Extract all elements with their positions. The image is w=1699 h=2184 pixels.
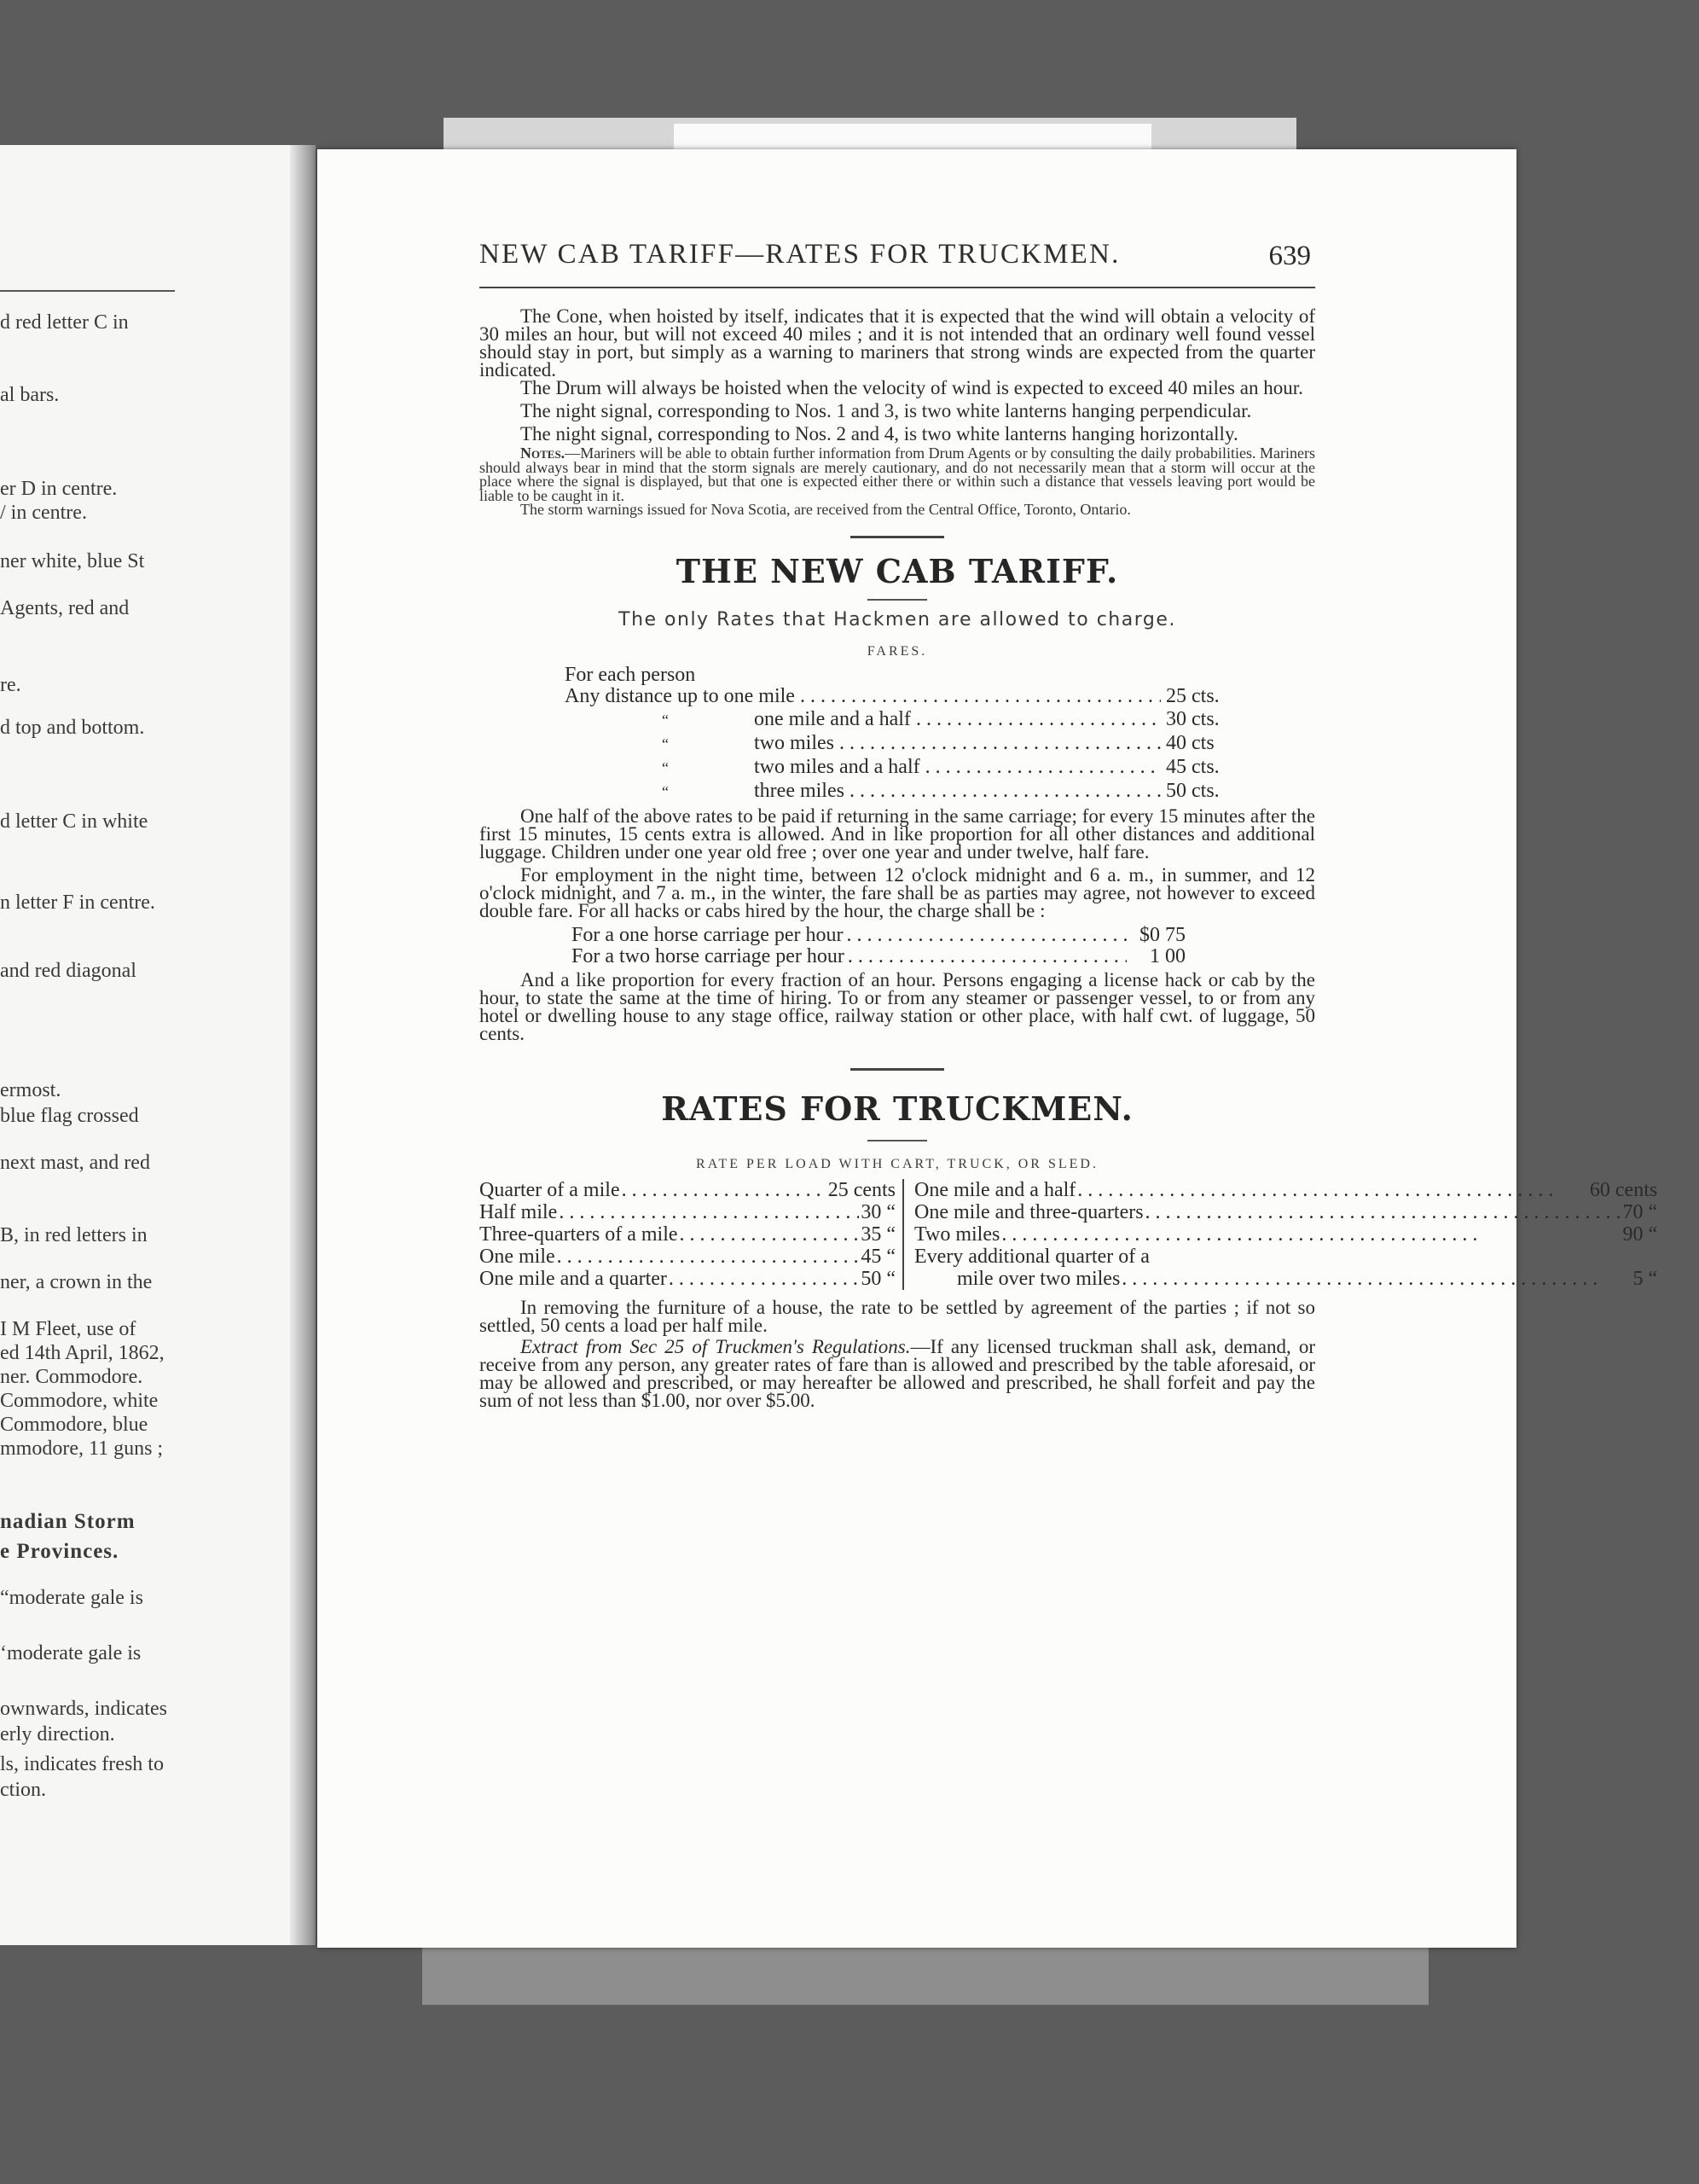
leader-dots (557, 1246, 860, 1268)
truck-rate-row (479, 1223, 896, 1246)
leader-dots (669, 1268, 859, 1290)
hour-rate-row (571, 946, 1186, 967)
truck-rate-row (914, 1223, 1657, 1246)
truck-rate-price: 50 “ (861, 1267, 896, 1290)
header-rule (479, 287, 1315, 288)
left-line: ner white, blue St (0, 550, 145, 572)
truck-rates-table (479, 1178, 1658, 1290)
left-line: ‘moderate gale is (0, 1642, 142, 1664)
fare-label: one mile and a half (754, 707, 911, 730)
fare-row (565, 708, 1234, 732)
truck-rate-label: One mile and a half (914, 1178, 1076, 1201)
left-heading-line: e Provinces. (0, 1540, 119, 1563)
fare-row (565, 756, 1234, 780)
left-line: Agents, red and (0, 597, 130, 619)
leader-dots (1077, 1179, 1588, 1201)
truck-rate-price: 90 “ (1622, 1223, 1658, 1246)
left-line: er D in centre. (0, 478, 118, 500)
leader-dots (1122, 1268, 1631, 1290)
hour-rates (479, 925, 1315, 967)
main-page (317, 149, 1658, 1948)
fares-table (565, 685, 1234, 804)
left-line: re. (0, 674, 21, 696)
leader-dots (916, 708, 1161, 731)
truck-rate-row (479, 1179, 896, 1201)
running-head (479, 239, 1315, 280)
left-line: B, in red letters in (0, 1224, 148, 1246)
adjacent-left-page (0, 145, 303, 1945)
paragraph: For employment in the night time, between 12 o'clock midnight and 6 a. m., in summer, and 12 o'clock midnight, and 7 a. m., in the winter, the fare shall be as parties may agree, not however to exceed double fare. For all hacks or cabs hired by the hour, the charge shall be : (479, 863, 1315, 921)
fare-price: 25 cts. (1166, 684, 1220, 707)
title-underline (867, 599, 927, 601)
page-content (479, 239, 1658, 1411)
note-label: Notes. (520, 444, 565, 462)
fare-price: 50 cts. (1166, 779, 1220, 802)
truck-rate-row (914, 1268, 1657, 1290)
truck-rate-label: Every additional quarter of a (914, 1245, 1150, 1268)
storm-note-2: The storm warnings issued for Nova Scotia, are received from the Central Office, Toronto, Ontario. (520, 501, 1131, 518)
truck-rate-price: 45 “ (861, 1245, 896, 1268)
leader-dots (850, 780, 1161, 803)
left-line: / in centre. (0, 502, 87, 524)
truck-rate-row (914, 1179, 1657, 1201)
truck-rate-row (914, 1246, 1657, 1268)
page-number: 639 (1268, 241, 1311, 271)
storm-section (479, 307, 1315, 517)
leader-dots (848, 946, 1127, 967)
book-gutter (290, 145, 316, 1945)
paragraph: In removing the furniture of a house, the rate to be settled by agreement of the parties ; if not so settled, 50 cents a load per half mile. (479, 1296, 1315, 1336)
truck-rate-row (479, 1268, 896, 1290)
leader-dots (839, 732, 1161, 755)
left-line: ls, indicates fresh to (0, 1753, 164, 1775)
paragraph: The night signal, corresponding to Nos. 1 and 3, is two white lanterns hanging perpendicular. (520, 400, 1252, 421)
left-line: al bars. (0, 384, 60, 406)
ditto-mark: “ (662, 782, 669, 800)
left-line: I M Fleet, use of (0, 1318, 136, 1340)
cab-tariff-subtitle: The only Rates that Hackmen are allowed to charge. (618, 608, 1176, 630)
left-line: d red letter C in (0, 311, 129, 334)
truck-rates-left (479, 1179, 904, 1290)
section-divider (850, 536, 944, 538)
left-line: ermost. (0, 1079, 61, 1101)
left-line: d top and bottom. (0, 717, 145, 739)
extract-title: Extract from Sec 25 of Truckmen's Regulations. (520, 1335, 911, 1357)
hour-rate-label: For a one horse carriage per hour (571, 923, 844, 946)
cab-tariff-title: THE NEW CAB TARIFF. (676, 551, 1119, 590)
hour-rate-label: For a two horse carriage per hour (571, 944, 844, 967)
fare-label: Any distance up to one mile (565, 684, 795, 707)
ditto-mark: “ (662, 711, 669, 729)
hour-rate-price: 1 00 (1150, 944, 1186, 967)
left-page-rule (0, 290, 175, 292)
note-text: —Mariners will be able to obtain further information from Drum Agents or by consulting the daily probabilities. Mariners should always bear in mind that the storm signals are merely cautionary, and do not necessarily mean that a storm will occur at the place where the signal is displayed, but that one is expected either there or within such a distance that vessels leaving port would be liable to be caught in it. (479, 444, 1315, 504)
truck-table-heading: RATE PER LOAD WITH CART, TRUCK, OR SLED. (696, 1156, 1099, 1171)
running-title: NEW CAB TARIFF—RATES FOR TRUCKMEN. (479, 239, 1121, 270)
left-line: erly direction. (0, 1723, 115, 1745)
truck-rate-price: 60 cents (1589, 1178, 1658, 1201)
truck-rate-label: One mile and three-quarters (914, 1200, 1144, 1223)
fare-label: three miles (754, 779, 844, 802)
left-line: d letter C in white (0, 810, 148, 833)
leader-dots (800, 685, 1161, 708)
truck-rate-row (479, 1201, 896, 1223)
left-line: Commodore, white (0, 1390, 159, 1412)
truck-rate-label: mile over two miles (957, 1267, 1121, 1290)
truckmen-title: RATES FOR TRUCKMEN. (661, 1089, 1134, 1128)
ditto-mark: “ (662, 758, 669, 776)
leader-dots (925, 756, 1161, 779)
hour-rate-row (571, 925, 1186, 946)
left-line: and red diagonal (0, 960, 136, 982)
paragraph: The Cone, when hoisted by itself, indicates that it is expected that the wind will obtain a velocity of 30 miles an hour, but will not exceed 40 miles ; and it is not intended that an ordinary well found vessel should stay in port, but simply as a warning to mariners that strong winds are expected from the quarter indicated. (479, 305, 1315, 380)
fares-heading: FARES. (867, 643, 928, 659)
leader-dots (559, 1201, 859, 1223)
fare-price: 30 cts. (1166, 707, 1220, 730)
left-line: ction. (0, 1779, 46, 1801)
left-line: n letter F in centre. (0, 892, 155, 914)
fare-row (565, 780, 1234, 804)
truck-rate-label: One mile and a quarter (479, 1267, 667, 1290)
left-line: ner, a crown in the (0, 1271, 153, 1293)
truck-rates-right (904, 1179, 1657, 1290)
paragraph: And a like proportion for every fraction of an hour. Persons engaging a license hack or cab by the hour, to state the same at the time of hiring. To or from any steamer or passenger vessel, to or from any hotel or dwelling house to any stage office, railway station or other place, with half cwt. of luggage, 50 cents. (479, 968, 1315, 1044)
paragraph: The night signal, corresponding to Nos. 2 and 4, is two white lanterns hanging horizontally. (520, 423, 1238, 444)
section-divider (850, 1068, 944, 1071)
fare-row (565, 732, 1234, 756)
paragraph: The Drum will always be hoisted when the velocity of wind is expected to exceed 40 miles an hour. (520, 377, 1303, 398)
truck-rate-price: 25 cents (827, 1178, 896, 1201)
left-heading-line: nadian Storm (0, 1510, 136, 1533)
truck-rate-row (914, 1201, 1657, 1223)
truck-rate-label: Three-quarters of a mile (479, 1223, 678, 1246)
fare-label: two miles (754, 731, 834, 754)
left-line: next mast, and red (0, 1152, 150, 1174)
extract-paragraph (479, 1335, 1315, 1411)
left-line: “moderate gale is (0, 1587, 143, 1609)
truck-rate-row (479, 1246, 896, 1268)
truck-rate-label: One mile (479, 1245, 555, 1268)
fare-price: 45 cts. (1166, 755, 1220, 778)
left-line: mmodore, 11 guns ; (0, 1438, 164, 1460)
hour-rate-price: $0 75 (1139, 923, 1186, 946)
left-line: Commodore, blue (0, 1414, 148, 1436)
storm-note (479, 446, 1315, 502)
left-line: blue flag crossed (0, 1105, 139, 1127)
ditto-mark: “ (662, 735, 669, 752)
leader-dots (1145, 1201, 1621, 1223)
left-line: ownwards, indicates (0, 1698, 167, 1720)
truck-rate-label: Two miles (914, 1223, 1000, 1246)
truck-rate-label: Half mile (479, 1200, 558, 1223)
leader-dots (680, 1223, 860, 1246)
fares-intro: For each person (565, 663, 696, 686)
truck-rate-price: 5 “ (1632, 1267, 1658, 1290)
title-underline (867, 1140, 927, 1141)
truck-rate-price: 30 “ (861, 1200, 896, 1223)
leader-dots (847, 925, 1127, 946)
extract-text: —If any licensed truckman shall ask, demand, or receive from any person, any greater rates of fare than is allowed and prescribed by the table aforesaid, or may be allowed and prescribed, or may hereafter be allowed and prescribed, he shall forfeit and pay the sum of not less than $1.00, nor over $5.00. (479, 1335, 1315, 1411)
leader-dots (1001, 1223, 1621, 1246)
truck-rate-label: Quarter of a mile (479, 1178, 620, 1201)
fare-label: two miles and a half (754, 755, 920, 778)
fare-price: 40 cts (1166, 731, 1215, 754)
left-line: ner. Commodore. (0, 1366, 143, 1388)
leader-dots (622, 1179, 826, 1201)
fare-row (565, 685, 1234, 708)
truck-rate-price: 70 “ (1622, 1200, 1658, 1223)
truck-rate-price: 35 “ (861, 1223, 896, 1246)
paragraph: One half of the above rates to be paid if returning in the same carriage; for every 15 minutes after the first 15 minutes, 15 cents extra is allowed. And in like proportion for all other distances and additional luggage. Children under one year old free ; over one year and under twelve, half fare. (479, 804, 1315, 863)
left-line: ed 14th April, 1862, (0, 1342, 165, 1364)
